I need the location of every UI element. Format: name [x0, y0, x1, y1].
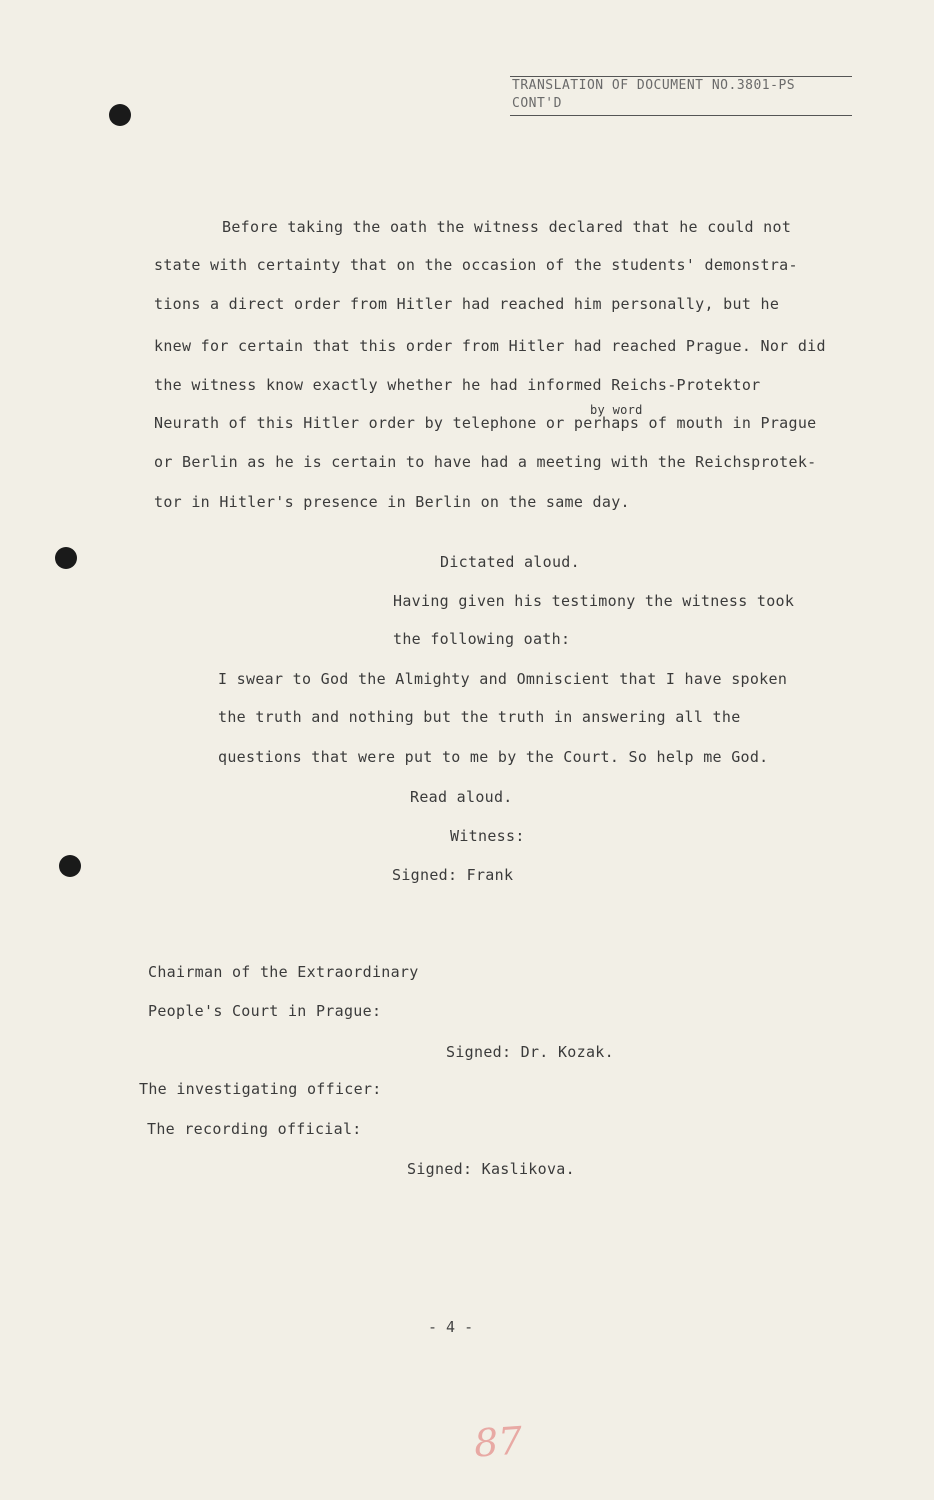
witness-label: Witness:	[450, 827, 525, 845]
oath-line: the truth and nothing but the truth in answering all the	[218, 708, 741, 726]
paragraph-line: tions a direct order from Hitler had reached him personally, but he	[154, 295, 780, 313]
header-contd: CONT'D	[512, 96, 562, 111]
punch-hole	[55, 547, 77, 569]
paragraph-line: knew for certain that this order from Hitler had reached Prague. Nor did	[154, 337, 826, 355]
paragraph-line: the witness know exactly whether he had informed Reichs-Protektor	[154, 376, 761, 394]
paragraph-line: tor in Hitler's presence in Berlin on the same day.	[154, 493, 630, 511]
read-aloud: Read aloud.	[410, 788, 513, 806]
investigating-officer: The investigating officer:	[139, 1080, 382, 1098]
archive-stamp-number: 87	[472, 1418, 524, 1466]
testimony-line: the following oath:	[393, 630, 571, 648]
testimony-line: Having given his testimony the witness took	[393, 592, 795, 610]
header-title: TRANSLATION OF DOCUMENT NO.3801-PS	[512, 78, 796, 93]
oath-line: questions that were put to me by the Court. So help me God.	[218, 748, 769, 766]
witness-signature: Signed: Frank	[392, 866, 514, 884]
punch-hole	[59, 855, 81, 877]
punch-hole	[109, 104, 131, 126]
interlinear-insert: by word	[590, 403, 643, 417]
paragraph-line: Before taking the oath the witness declared that he could not	[222, 218, 792, 236]
paragraph-line: or Berlin as he is certain to have had a meeting with the Reichsprotek-	[154, 453, 817, 471]
document-header	[510, 76, 852, 116]
oath-line: I swear to God the Almighty and Omniscient that I have spoken	[218, 670, 788, 688]
chairman-line: Chairman of the Extraordinary	[148, 963, 419, 981]
header-bottom-rule	[510, 115, 852, 116]
recording-official: The recording official:	[147, 1120, 362, 1138]
dictated-aloud: Dictated aloud.	[440, 553, 580, 571]
paragraph-line: state with certainty that on the occasion of the students' demonstra-	[154, 256, 798, 274]
chairman-line: People's Court in Prague:	[148, 1002, 382, 1020]
paragraph-line: Neurath of this Hitler order by telephone or perhaps of mouth in Prague	[154, 414, 817, 432]
recording-signature: Signed: Kaslikova.	[407, 1160, 575, 1178]
page-number: - 4 -	[428, 1318, 474, 1336]
chairman-signature: Signed: Dr. Kozak.	[446, 1043, 614, 1061]
